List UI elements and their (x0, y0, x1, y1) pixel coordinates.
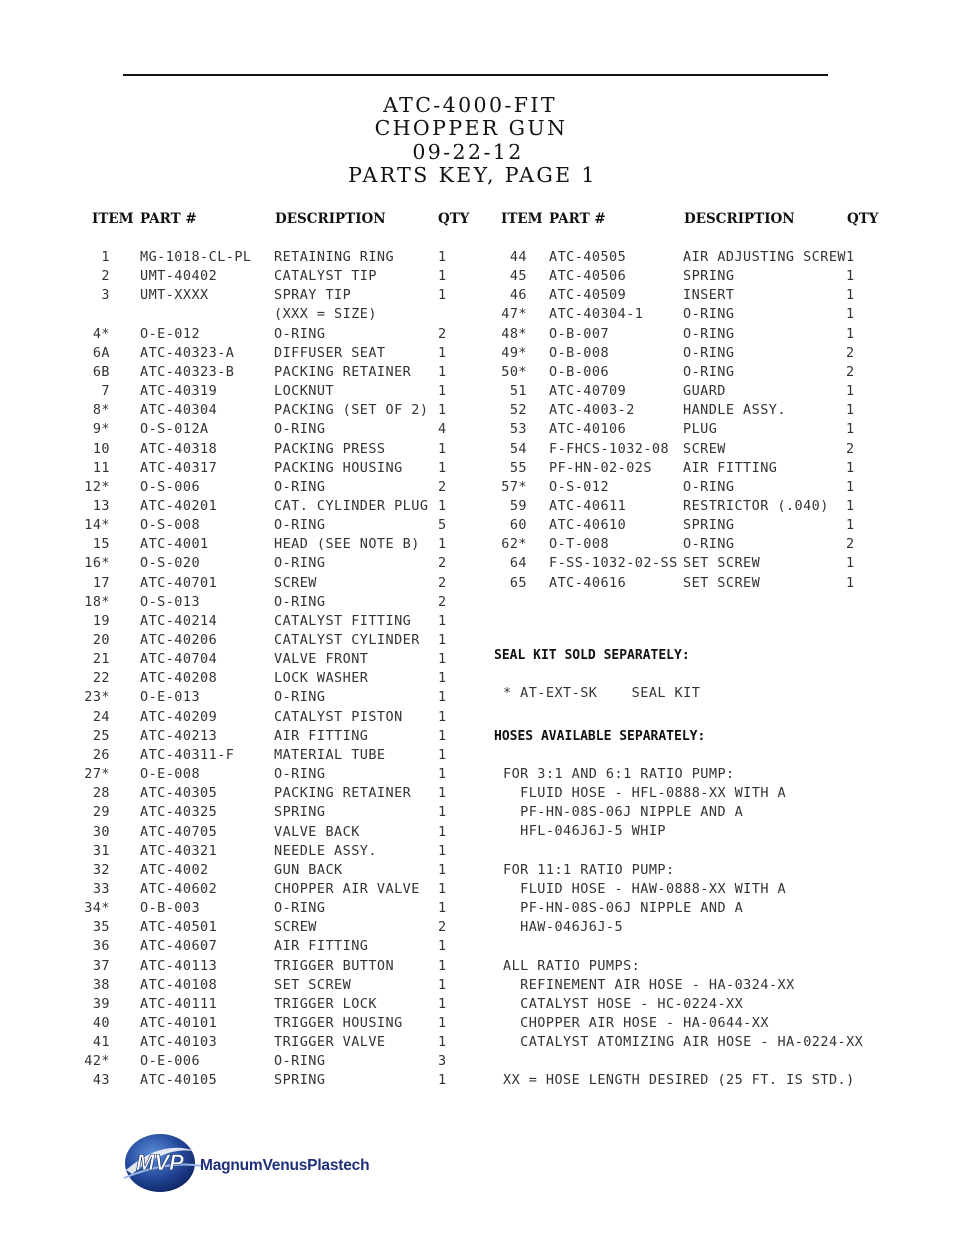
left-description-cell: AIR FITTING (274, 727, 369, 744)
left-part-cell: ATC-40201 (140, 497, 218, 514)
left-qty-cell: 2 (438, 593, 447, 610)
left-qty-cell: 1 (438, 689, 447, 706)
right-qty-cell: 1 (846, 306, 855, 323)
left-description-cell: SPRAY TIP (274, 287, 352, 304)
left-description-cell: CHOPPER AIR VALVE (274, 880, 420, 897)
left-part-cell: ATC-40319 (140, 383, 218, 400)
left-item-cell: 24 (92, 708, 110, 725)
left-qty-cell: 1 (438, 459, 447, 476)
seal-kit-line: * AT-EXT-SK SEAL KIT (503, 685, 701, 701)
left-qty-cell: 1 (438, 440, 447, 457)
left-header-qty: QTY (438, 211, 470, 227)
left-description-cell: O-RING (274, 1053, 326, 1070)
title-page: PARTS KEY, PAGE 1 (348, 162, 597, 187)
left-qty-cell: 1 (438, 746, 447, 763)
left-description-cell: CATALYST CYLINDER (274, 632, 420, 648)
left-qty-cell: 1 (438, 976, 447, 993)
left-item-cell: 36 (92, 938, 110, 955)
left-part-cell: O-S-006 (140, 478, 201, 495)
left-qty-cell: 2 (438, 555, 447, 572)
left-item-cell: 14* (84, 517, 110, 534)
right-part-cell: ATC-40709 (549, 383, 627, 400)
left-item-cell: 19 (92, 612, 110, 629)
right-qty-cell: 2 (846, 440, 855, 457)
left-item-cell: 29 (92, 804, 110, 821)
hose-line: PF-HN-08S-06J NIPPLE AND A (503, 900, 744, 917)
left-part-cell: ATC-40704 (140, 651, 218, 668)
left-part-cell: MG-1018-CL-PL (140, 249, 252, 265)
left-part-cell: ATC-40113 (140, 957, 218, 974)
right-item-cell: 49* (501, 344, 527, 361)
left-item-cell: 41 (92, 1034, 110, 1051)
left-part-cell: ATC-40701 (140, 574, 218, 591)
left-part-cell: O-E-008 (140, 766, 201, 783)
left-part-cell: ATC-40101 (140, 1015, 218, 1031)
left-qty-cell: 1 (438, 880, 447, 897)
right-item-cell: 59 (509, 497, 527, 514)
left-header-part: PART # (140, 211, 197, 227)
left-item-cell: 25 (92, 727, 110, 744)
right-description-cell: RESTRICTOR (.040) (683, 497, 829, 514)
left-qty-cell: 5 (438, 517, 447, 534)
right-item-cell: 44 (509, 249, 527, 265)
left-description-cell: O-RING (274, 325, 326, 342)
left-item-cell: 22 (92, 670, 110, 687)
right-qty-cell: 2 (846, 536, 855, 553)
right-description-cell: AIR FITTING (683, 459, 778, 476)
left-part-cell: O-S-008 (140, 517, 201, 534)
left-item-cell: 16* (84, 555, 110, 572)
right-description-cell: O-RING (683, 363, 735, 380)
right-item-cell: 46 (509, 287, 527, 304)
right-part-cell: ATC-40505 (549, 249, 627, 265)
left-description-cell: SCREW (274, 919, 317, 936)
right-header-description: DESCRIPTION (684, 211, 795, 227)
left-item-cell: 31 (92, 842, 110, 859)
left-item-cell: 33 (92, 880, 110, 897)
left-part-cell: ATC-40209 (140, 708, 218, 725)
left-item-cell: 17 (92, 574, 110, 591)
left-item-cell: 27* (84, 766, 110, 783)
right-part-cell: ATC-40610 (549, 517, 627, 534)
left-qty-cell: 1 (438, 766, 447, 783)
left-qty-cell: 1 (438, 708, 447, 725)
left-part-cell: O-E-013 (140, 689, 201, 706)
right-item-cell: 47* (501, 306, 527, 323)
logo-badge-text: MVP (136, 1150, 184, 1175)
left-qty-cell: 1 (438, 344, 447, 361)
right-qty-cell: 1 (846, 497, 855, 514)
hose-line: HFL-046J6J-5 WHIP (503, 823, 666, 840)
left-part-cell: ATC-40318 (140, 440, 218, 457)
left-qty-cell: 1 (438, 727, 447, 744)
left-item-cell: 1 (101, 249, 110, 265)
left-item-cell: 18* (84, 593, 110, 610)
left-description-cell: O-RING (274, 689, 326, 706)
left-description-cell: O-RING (274, 766, 326, 783)
hose-line: CATALYST ATOMIZING AIR HOSE - HA-0224-XX (503, 1034, 864, 1051)
right-qty-cell: 1 (846, 249, 855, 265)
right-qty-cell: 1 (846, 478, 855, 495)
left-part-cell: ATC-40323-B (140, 363, 235, 380)
left-qty-cell: 1 (438, 938, 447, 955)
seal-kit-heading: SEAL KIT SOLD SEPARATELY: (494, 648, 690, 663)
left-description-cell: SCREW (274, 574, 317, 591)
left-part-cell: ATC-40108 (140, 976, 218, 993)
left-description-cell: PACKING PRESS (274, 440, 386, 457)
right-part-cell: ATC-4003-2 (549, 402, 635, 419)
right-item-cell: 65 (509, 574, 527, 591)
left-description-cell: PACKING RETAINER (274, 363, 412, 380)
left-qty-cell: 1 (438, 861, 447, 878)
right-description-cell: SPRING (683, 268, 735, 285)
left-item-cell: 15 (92, 536, 110, 553)
left-item-cell: 34* (84, 900, 110, 917)
right-item-cell: 53 (509, 421, 527, 438)
right-qty-cell: 1 (846, 459, 855, 476)
left-part-cell: ATC-40325 (140, 804, 218, 821)
left-qty-cell: 1 (438, 823, 447, 840)
left-part-cell: ATC-40214 (140, 612, 218, 629)
hose-line: FOR 3:1 AND 6:1 RATIO PUMP: (503, 766, 735, 782)
left-part-cell: O-B-003 (140, 900, 201, 917)
right-part-cell: O-S-012 (549, 478, 610, 495)
hose-line: FOR 11:1 RATIO PUMP: (503, 861, 675, 878)
left-description-cell: DIFFUSER SEAT (274, 344, 386, 361)
left-part-cell: ATC-40111 (140, 995, 218, 1012)
right-description-cell: PLUG (683, 421, 718, 438)
left-description-cell: GUN BACK (274, 861, 343, 878)
left-part-cell: ATC-40304 (140, 402, 218, 419)
hose-line: ALL RATIO PUMPS: (503, 957, 641, 974)
left-qty-cell: 1 (438, 1072, 447, 1089)
left-item-cell: 35 (92, 919, 110, 936)
left-item-cell: 6B (92, 363, 110, 380)
left-qty-cell: 1 (438, 497, 447, 514)
left-description-cell: CAT. CYLINDER PLUG (274, 497, 429, 514)
left-item-cell: 7 (101, 383, 110, 400)
left-part-cell: ATC-40602 (140, 880, 218, 897)
left-qty-cell: 1 (438, 785, 447, 802)
right-part-cell: ATC-40616 (549, 574, 627, 591)
left-part-cell: ATC-40607 (140, 938, 218, 955)
left-item-cell: 6A (92, 344, 110, 361)
document-title-block (0, 94, 954, 187)
hose-line: CATALYST HOSE - HC-0224-XX (503, 995, 744, 1012)
left-qty-cell: 1 (438, 995, 447, 1012)
right-part-cell: ATC-40509 (549, 287, 627, 304)
right-item-cell: 45 (509, 268, 527, 285)
left-part-cell: ATC-40213 (140, 727, 218, 744)
left-part-cell: ATC-40311-F (140, 746, 235, 763)
right-qty-cell: 1 (846, 421, 855, 438)
right-qty-cell: 1 (846, 287, 855, 304)
left-description-cell: O-RING (274, 517, 326, 534)
left-qty-cell: 1 (438, 363, 447, 380)
hose-line: XX = HOSE LENGTH DESIRED (25 FT. IS STD.) (503, 1072, 855, 1089)
left-description-cell: NEEDLE ASSY. (274, 842, 377, 859)
left-part-cell: O-S-013 (140, 593, 201, 610)
left-item-cell: 11 (92, 459, 110, 476)
hose-line: FLUID HOSE - HAW-0888-XX WITH A (503, 880, 787, 897)
left-qty-cell: 4 (438, 421, 447, 438)
title-model: ATC-4000-FIT (383, 93, 557, 117)
left-qty-cell: 1 (438, 383, 447, 400)
right-item-cell: 62* (501, 536, 527, 553)
right-part-cell: ATC-40106 (549, 421, 627, 438)
left-description-cell: LOCK WASHER (274, 670, 369, 687)
left-qty-cell: 1 (438, 670, 447, 687)
left-qty-cell: 2 (438, 325, 447, 342)
left-qty-cell: 2 (438, 919, 447, 936)
left-part-cell: ATC-40317 (140, 459, 218, 476)
right-description-cell: GUARD (683, 383, 726, 400)
left-description-cell: VALVE FRONT (274, 651, 369, 668)
left-item-cell: 37 (92, 957, 110, 974)
left-item-cell: 10 (92, 440, 110, 457)
hose-line: HAW-046J6J-5 (503, 919, 624, 936)
left-part-cell: ATC-40501 (140, 919, 218, 936)
left-description-cell: PACKING HOUSING (274, 459, 403, 476)
right-part-cell: ATC-40304-1 (549, 306, 644, 323)
right-part-cell: F-FHCS-1032-08 (549, 440, 670, 457)
left-description-cell: RETAINING RING (274, 249, 395, 265)
right-description-cell: SET SCREW (683, 574, 761, 591)
left-part-cell: O-E-012 (140, 325, 201, 342)
right-qty-cell: 1 (846, 268, 855, 285)
left-item-cell: 20 (92, 632, 110, 648)
left-item-cell: 28 (92, 785, 110, 802)
left-item-cell: 38 (92, 976, 110, 993)
left-description-cell: MATERIAL TUBE (274, 746, 386, 763)
hose-line: CHOPPER AIR HOSE - HA-0644-XX (503, 1014, 769, 1031)
left-qty-cell: 1 (438, 268, 447, 285)
right-item-cell: 48* (501, 325, 527, 342)
left-qty-cell: 1 (438, 804, 447, 821)
right-description-cell: SCREW (683, 440, 726, 457)
hose-line: REFINEMENT AIR HOSE - HA-0324-XX (503, 976, 795, 993)
left-qty-cell: 1 (438, 1015, 447, 1031)
left-item-cell: 40 (92, 1015, 110, 1031)
right-item-cell: 52 (509, 402, 527, 419)
left-part-cell: ATC-40105 (140, 1072, 218, 1089)
left-qty-cell: 1 (438, 842, 447, 859)
right-part-cell: O-B-007 (549, 325, 610, 342)
right-item-cell: 55 (509, 459, 527, 476)
left-qty-cell: 1 (438, 1034, 447, 1051)
left-description-cell: SET SCREW (274, 976, 352, 993)
left-item-cell: 9* (92, 421, 110, 438)
right-qty-cell: 2 (846, 344, 855, 361)
right-part-cell: PF-HN-02-02S (549, 459, 652, 476)
left-description-cell: CATALYST TIP (274, 268, 377, 285)
title-product: CHOPPER GUN (374, 116, 568, 141)
left-part-cell: O-E-006 (140, 1053, 201, 1070)
left-qty-cell: 1 (438, 536, 447, 553)
left-item-cell: 42* (84, 1053, 110, 1070)
left-item-cell: 26 (92, 746, 110, 763)
left-item-cell: 39 (92, 995, 110, 1012)
left-part-cell: ATC-40321 (140, 842, 218, 859)
right-part-cell: ATC-40506 (549, 268, 627, 285)
right-part-cell: O-B-006 (549, 363, 610, 380)
left-qty-cell: 1 (438, 249, 447, 265)
left-header-description: DESCRIPTION (275, 211, 386, 227)
left-item-cell: 21 (92, 651, 110, 668)
right-item-cell: 51 (509, 383, 527, 400)
left-qty-cell: 1 (438, 900, 447, 917)
right-item-cell: 54 (509, 440, 527, 457)
left-description-cell: LOCKNUT (274, 383, 335, 400)
right-description-cell: O-RING (683, 344, 735, 361)
hose-line: PF-HN-08S-06J NIPPLE AND A (503, 804, 744, 821)
left-part-cell: O-S-020 (140, 555, 201, 572)
left-description-cell: TRIGGER LOCK (274, 995, 377, 1012)
left-part-cell: ATC-4001 (140, 536, 209, 553)
left-description-cell: PACKING (SET OF 2) (274, 402, 429, 419)
right-part-cell: O-T-008 (549, 536, 610, 553)
right-header-item: ITEM (501, 211, 543, 227)
left-item-cell: 3 (101, 287, 110, 304)
left-item-cell: 23* (84, 689, 110, 706)
left-part-cell: ATC-40103 (140, 1034, 218, 1051)
left-qty-cell: 2 (438, 478, 447, 495)
hoses-heading: HOSES AVAILABLE SEPARATELY: (494, 729, 706, 744)
left-description-cell: PACKING RETAINER (274, 785, 412, 802)
right-description-cell: SPRING (683, 517, 735, 534)
title-date: 09-22-12 (412, 139, 524, 164)
left-part-cell: UMT-XXXX (140, 287, 209, 304)
left-description-cell: O-RING (274, 593, 326, 610)
left-part-cell: ATC-40323-A (140, 344, 235, 361)
right-qty-cell: 1 (846, 517, 855, 534)
left-qty-cell: 1 (438, 287, 447, 304)
left-description-cell: HEAD (SEE NOTE B) (274, 536, 420, 553)
left-qty-cell: 1 (438, 632, 447, 648)
left-part-cell: ATC-4002 (140, 861, 209, 878)
right-qty-cell: 1 (846, 555, 855, 572)
left-header-item: ITEM (92, 211, 134, 227)
left-qty-cell: 1 (438, 402, 447, 419)
right-description-cell: O-RING (683, 325, 735, 342)
left-part-cell: O-S-012A (140, 421, 209, 438)
right-qty-cell: 2 (846, 363, 855, 380)
right-header-part: PART # (549, 211, 606, 227)
right-part-cell: F-SS-1032-02-SS (549, 555, 678, 572)
left-part-cell: ATC-40305 (140, 785, 218, 802)
left-item-cell: 32 (92, 861, 110, 878)
left-item-cell: 2 (101, 268, 110, 285)
left-description-cell: O-RING (274, 478, 326, 495)
hose-line: FLUID HOSE - HFL-0888-XX WITH A (503, 785, 787, 802)
left-qty-cell: 1 (438, 957, 447, 974)
right-part-cell: ATC-40611 (549, 497, 627, 514)
left-part-cell: UMT-40402 (140, 268, 218, 285)
top-rule (123, 74, 828, 76)
right-description-cell: AIR ADJUSTING SCREW (683, 249, 846, 265)
left-description-cell: CATALYST FITTING (274, 612, 412, 629)
right-item-cell: 57* (501, 478, 527, 495)
left-description-cell: CATALYST PISTON (274, 708, 403, 725)
left-description-cell: TRIGGER HOUSING (274, 1015, 403, 1031)
left-description-cell: TRIGGER BUTTON (274, 957, 395, 974)
left-description-cell: O-RING (274, 900, 326, 917)
right-item-cell: 50* (501, 363, 527, 380)
left-description-cell: (XXX = SIZE) (274, 306, 377, 323)
left-description-cell: O-RING (274, 421, 326, 438)
left-qty-cell: 1 (438, 612, 447, 629)
right-part-cell: O-B-008 (549, 344, 610, 361)
right-description-cell: SET SCREW (683, 555, 761, 572)
right-description-cell: O-RING (683, 536, 735, 553)
left-part-cell: ATC-40206 (140, 632, 218, 648)
left-description-cell: SPRING (274, 804, 326, 821)
right-qty-cell: 1 (846, 383, 855, 400)
right-description-cell: O-RING (683, 478, 735, 495)
right-header-qty: QTY (847, 211, 879, 227)
right-description-cell: HANDLE ASSY. (683, 402, 786, 419)
left-description-cell: AIR FITTING (274, 938, 369, 955)
right-qty-cell: 1 (846, 325, 855, 342)
right-item-cell: 64 (509, 555, 527, 572)
left-item-cell: 30 (92, 823, 110, 840)
left-part-cell: ATC-40705 (140, 823, 218, 840)
left-part-cell: ATC-40208 (140, 670, 218, 687)
left-item-cell: 8* (92, 402, 110, 419)
right-qty-cell: 1 (846, 402, 855, 419)
left-item-cell: 43 (92, 1072, 110, 1089)
left-qty-cell: 2 (438, 574, 447, 591)
right-description-cell: INSERT (683, 287, 735, 304)
right-description-cell: O-RING (683, 306, 735, 323)
left-qty-cell: 1 (438, 651, 447, 668)
left-description-cell: TRIGGER VALVE (274, 1034, 386, 1051)
right-item-cell: 60 (509, 517, 527, 534)
right-qty-cell: 1 (846, 574, 855, 591)
left-description-cell: O-RING (274, 555, 326, 572)
left-description-cell: VALVE BACK (274, 823, 360, 840)
logo-company-name: MagnumVenusPlastech (200, 1157, 370, 1174)
left-description-cell: SPRING (274, 1072, 326, 1089)
left-item-cell: 13 (92, 497, 110, 514)
left-item-cell: 12* (84, 478, 110, 495)
left-qty-cell: 3 (438, 1053, 447, 1070)
left-item-cell: 4* (92, 325, 110, 342)
